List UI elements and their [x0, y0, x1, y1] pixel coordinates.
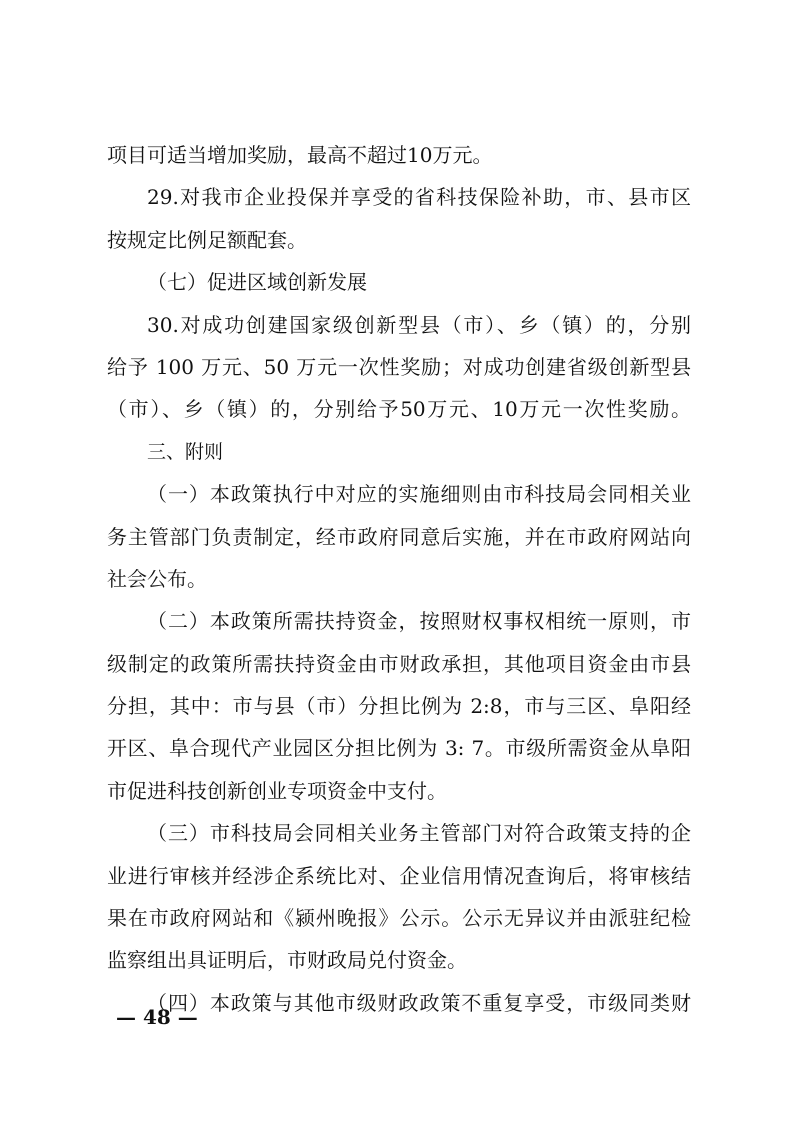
text-line: （四）本政策与其他市级财政政策不重复享受，市级同类财	[147, 990, 691, 1015]
text-line: （市）、乡（镇）的，分别给予50万元、10万元一次性奖励。	[107, 397, 691, 422]
text-line: 项目可适当增加奖励，最高不超过10万元。	[107, 143, 493, 167]
text-line: 级制定的政策所需扶持资金由市财政承担，其他项目资金由市县	[107, 651, 691, 676]
text-line: 业进行审核并经涉企系统比对、企业信用情况查询后，将审核结	[107, 863, 691, 888]
text-line: 市促进科技创新创业专项资金中支付。	[107, 778, 447, 803]
text-line: （二）本政策所需扶持资金，按照财权事权相统一原则，市	[147, 609, 691, 634]
section-heading: 三、附则	[147, 440, 224, 463]
text-line: 30.对成功创建国家级创新型县（市）、乡（镇）的，分别	[147, 312, 691, 337]
text-line: 分担，其中：市与县（市）分担比例为 2:8，市与三区、阜阳经	[107, 694, 691, 719]
page-number: — 48 —	[116, 1005, 198, 1029]
text-line: 开区、阜合现代产业园区分担比例为 3: 7。市级所需资金从阜阳	[107, 736, 691, 761]
text-line: （三）市科技局会同相关业务主管部门对符合政策支持的企	[147, 821, 691, 846]
text-line: （一）本政策执行中对应的实施细则由市科技局会同相关业	[147, 482, 691, 507]
text-line: 按规定比例足额配套。	[107, 227, 307, 252]
text-line: 务主管部门负责制定，经市政府同意后实施，并在市政府网站向	[107, 524, 691, 549]
section-subheading: （七）促进区域创新发展	[147, 270, 367, 295]
text-line: 社会公布。	[107, 566, 207, 591]
text-line: 给予 100 万元、50 万元一次性奖励；对成功创建省级创新型县	[107, 354, 691, 379]
body-text	[107, 134, 691, 1024]
text-line: 监察组出具证明后，市财政局兑付资金。	[107, 948, 467, 973]
text-line: 29.对我市企业投保并享受的省科技保险补助，市、县市区	[147, 185, 691, 210]
text-line: 果在市政府网站和《颍州晚报》公示。公示无异议并由派驻纪检	[107, 906, 691, 931]
